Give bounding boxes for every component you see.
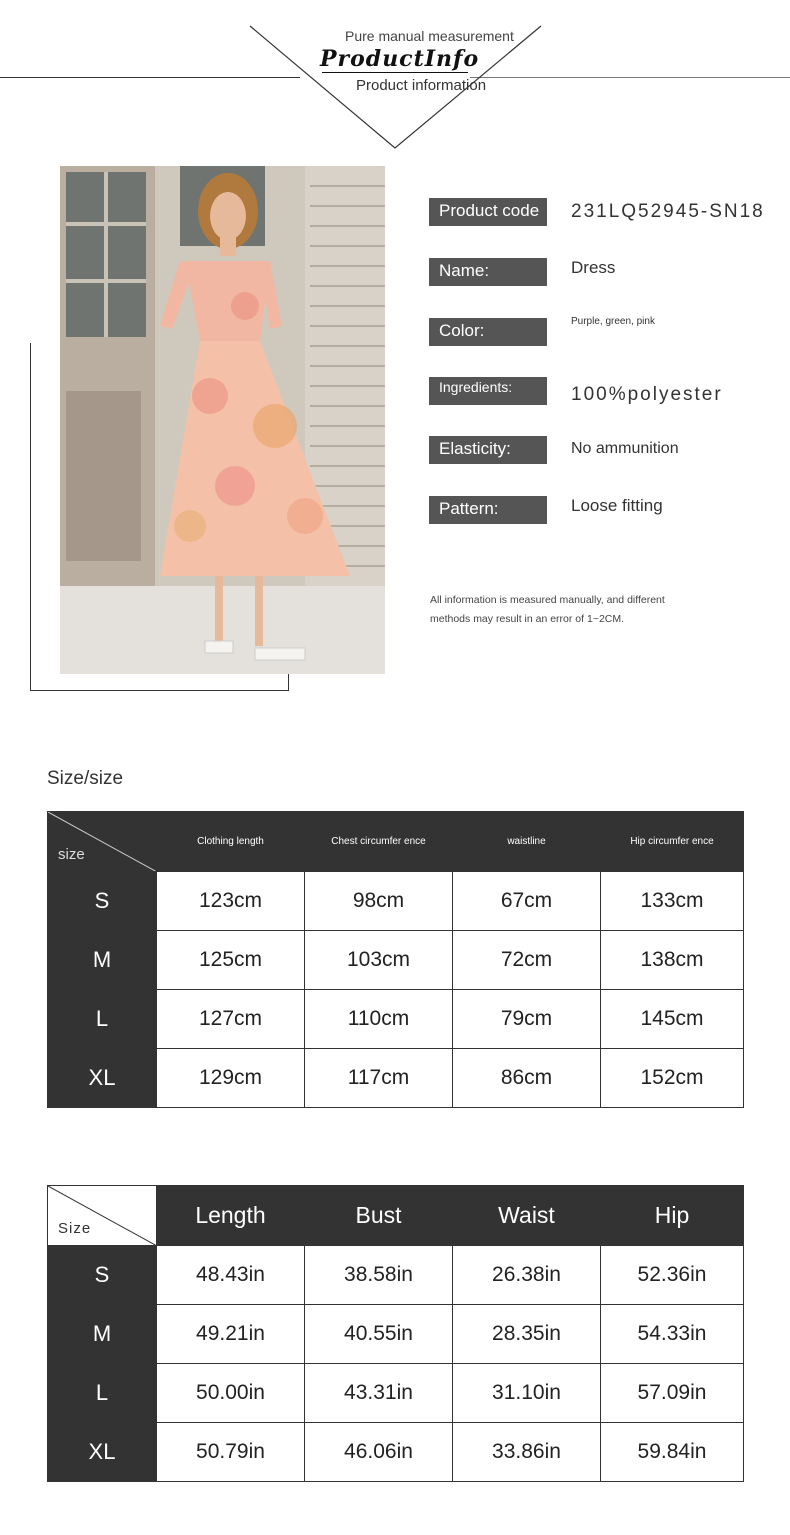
table-cell: 86cm <box>453 1049 601 1108</box>
info-value-name: Dress <box>571 258 616 277</box>
table-row <box>48 1049 744 1108</box>
row-size: S <box>48 1246 157 1305</box>
table-cell: 38.58in <box>305 1246 453 1305</box>
row-size: L <box>48 990 157 1049</box>
table-cell: 48.43in <box>157 1246 305 1305</box>
corner-label: Size <box>58 1220 92 1237</box>
table-row <box>48 931 744 990</box>
column-header: Hip circumfer ence <box>601 812 744 872</box>
info-label-name: Name: <box>429 258 547 286</box>
info-label-elasticity: Elasticity: <box>429 436 547 464</box>
row-size: XL <box>48 1049 157 1108</box>
column-header: Waist <box>453 1186 601 1246</box>
table-cell: 26.38in <box>453 1246 601 1305</box>
table-cell: 50.00in <box>157 1364 305 1423</box>
info-value-color: Purple, green, pink <box>571 316 655 327</box>
table-cell: 123cm <box>157 872 305 931</box>
table-cell: 133cm <box>601 872 744 931</box>
row-size: XL <box>48 1423 157 1482</box>
table-cell: 52.36in <box>601 1246 744 1305</box>
info-label-color: Color: <box>429 318 547 346</box>
table-cell: 28.35in <box>453 1305 601 1364</box>
column-header: Chest circumfer ence <box>305 812 453 872</box>
table-cell: 117cm <box>305 1049 453 1108</box>
column-header: waistline <box>453 812 601 872</box>
table-cell: 40.55in <box>305 1305 453 1364</box>
header-title-underline <box>322 72 468 73</box>
header-subtitle-bottom: Product information <box>356 77 487 94</box>
info-value-elasticity: No ammunition <box>571 440 679 457</box>
table-cell: 59.84in <box>601 1423 744 1482</box>
table-cell: 57.09in <box>601 1364 744 1423</box>
size-section-title: Size/size <box>47 768 124 789</box>
table-cell: 31.10in <box>453 1364 601 1423</box>
table-row <box>48 1305 744 1364</box>
table-cell: 125cm <box>157 931 305 990</box>
column-header: Length <box>157 1186 305 1246</box>
info-value-product-code: 231LQ52945-SN18 <box>571 201 765 222</box>
table-row <box>48 1423 744 1482</box>
column-header: Bust <box>305 1186 453 1246</box>
row-size: M <box>48 931 157 990</box>
photo-frame-edge <box>288 673 289 691</box>
info-value-pattern: Loose fitting <box>571 496 663 515</box>
row-size: M <box>48 1305 157 1364</box>
table-cell: 50.79in <box>157 1423 305 1482</box>
size-table-cm <box>47 811 744 1108</box>
table-cell: 43.31in <box>305 1364 453 1423</box>
size-corner-header <box>48 1186 157 1246</box>
table-cell: 127cm <box>157 990 305 1049</box>
table-cell: 129cm <box>157 1049 305 1108</box>
table-cell: 46.06in <box>305 1423 453 1482</box>
measurement-note-line2: methods may result in an error of 1~2CM. <box>430 613 625 625</box>
corner-label: size <box>58 846 85 863</box>
measurement-note <box>430 591 730 629</box>
info-value-ingredients: 100%polyester <box>571 384 723 405</box>
info-label-ingredients: Ingredients: <box>429 377 547 405</box>
column-header: Hip <box>601 1186 744 1246</box>
size-table-inches <box>47 1185 744 1482</box>
row-size: S <box>48 872 157 931</box>
table-cell: 145cm <box>601 990 744 1049</box>
table-row <box>48 1364 744 1423</box>
row-size: L <box>48 1364 157 1423</box>
table-cell: 67cm <box>453 872 601 931</box>
table-cell: 152cm <box>601 1049 744 1108</box>
table-cell: 33.86in <box>453 1423 601 1482</box>
size-corner-header <box>48 812 157 872</box>
table-row <box>48 1246 744 1305</box>
product-photo <box>60 166 385 674</box>
table-row <box>48 872 744 931</box>
header-subtitle-top: Pure manual measurement <box>345 28 514 44</box>
table-cell: 98cm <box>305 872 453 931</box>
table-cell: 49.21in <box>157 1305 305 1364</box>
table-cell: 103cm <box>305 931 453 990</box>
info-label-pattern: Pattern: <box>429 496 547 524</box>
table-cell: 54.33in <box>601 1305 744 1364</box>
table-cell: 110cm <box>305 990 453 1049</box>
table-row <box>48 990 744 1049</box>
header-title: ProductInfo <box>320 46 480 72</box>
info-label-product-code: Product code <box>429 198 547 226</box>
measurement-note-line1: All information is measured manually, and different <box>430 594 665 606</box>
table-cell: 79cm <box>453 990 601 1049</box>
column-header: Clothing length <box>157 812 305 872</box>
table-cell: 138cm <box>601 931 744 990</box>
table-cell: 72cm <box>453 931 601 990</box>
